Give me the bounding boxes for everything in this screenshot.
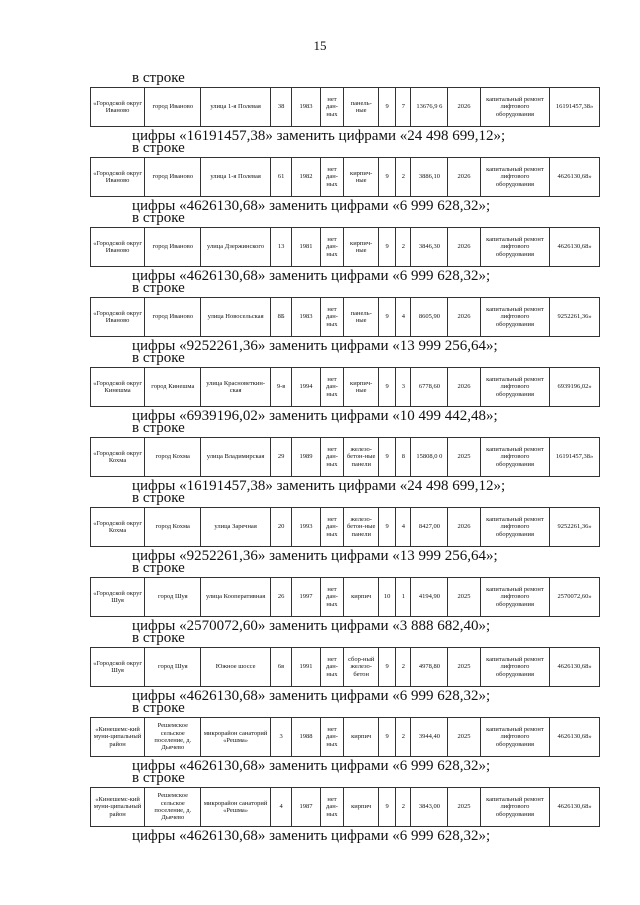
table-cell: капитальный ремонт лифтового оборудования <box>480 718 549 757</box>
table-cell: «Кинешемс-кий муни-ципальный район <box>91 718 145 757</box>
in-row-label: в строке <box>132 490 185 506</box>
table-cell: «Городской округ Иваново <box>91 228 145 267</box>
register-row-table <box>90 227 600 267</box>
table-cell: капитальный ремонт лифтового оборудования <box>480 228 549 267</box>
amendment-block <box>90 280 600 355</box>
table-row <box>91 788 600 827</box>
table-cell: нет дан-ных <box>320 578 344 617</box>
in-row-label: в строке <box>132 560 185 576</box>
page-number: 15 <box>313 38 327 53</box>
in-row-label: в строке <box>132 280 185 296</box>
table-cell: 29 <box>270 438 292 477</box>
table-cell: кирпич <box>344 788 379 827</box>
table-cell: 9 <box>379 368 396 407</box>
table-cell: «Городской округ Шуя <box>91 648 145 687</box>
register-row-table <box>90 297 600 337</box>
table-cell: кирпич <box>344 578 379 617</box>
table-cell: город Шуя <box>145 578 201 617</box>
table-cell: нет дан-ных <box>320 88 344 127</box>
table-row <box>91 718 600 757</box>
table-cell: 2025 <box>448 718 480 757</box>
in-row-label: в строке <box>132 350 185 366</box>
table-cell: улица Красноветкин-ская <box>201 368 270 407</box>
table-cell: 4978,80 <box>411 648 448 687</box>
table-cell: 2025 <box>448 578 480 617</box>
replacement-text: цифры «2570072,60» заменить цифрами «3 888 682,40»; <box>132 618 491 634</box>
table-cell: 4626130,68» <box>550 228 600 267</box>
table-cell: 2026 <box>448 158 480 197</box>
table-cell: 4626130,68» <box>550 158 600 197</box>
table-row <box>91 298 600 337</box>
table-cell: капитальный ремонт лифтового оборудования <box>480 368 549 407</box>
table-cell: «Городской округ Кинешма <box>91 368 145 407</box>
table-cell: «Городской округ Шуя <box>91 578 145 617</box>
amendment-block <box>90 490 600 565</box>
table-cell: 1982 <box>292 158 320 197</box>
table-cell: 8Б <box>270 298 292 337</box>
table-cell: 3 <box>270 718 292 757</box>
table-cell: 1 <box>396 578 411 617</box>
table-cell: 1991 <box>292 648 320 687</box>
table-cell: город Иваново <box>145 228 201 267</box>
in-row-label: в строке <box>132 700 185 716</box>
replacement-text: цифры «4626130,68» заменить цифрами «6 999 628,32»; <box>132 268 491 284</box>
table-cell: 2025 <box>448 438 480 477</box>
table-row <box>91 368 600 407</box>
table-cell: улица Кооперативная <box>201 578 270 617</box>
table-cell: 3846,30 <box>411 228 448 267</box>
table-cell: нет дан-ных <box>320 788 344 827</box>
table-cell: 6939196,02» <box>550 368 600 407</box>
table-cell: город Кохма <box>145 438 201 477</box>
in-row-label: в строке <box>132 140 185 156</box>
amendment-block <box>90 560 600 635</box>
register-row-table <box>90 157 600 197</box>
in-row-label: в строке <box>132 630 185 646</box>
table-cell: 9 <box>379 298 396 337</box>
table-row <box>91 508 600 547</box>
table-cell: капитальный ремонт лифтового оборудования <box>480 298 549 337</box>
replacement-text: цифры «4626130,68» заменить цифрами «6 999 628,32»; <box>132 758 491 774</box>
table-cell: 1983 <box>292 298 320 337</box>
table-cell: город Шуя <box>145 648 201 687</box>
replacement-text: цифры «16191457,38» заменить цифрами «24 498 699,12»; <box>132 478 506 494</box>
table-cell: 1983 <box>292 88 320 127</box>
table-cell: железо-бетон-ные панели <box>344 438 379 477</box>
table-cell: панель-ные <box>344 88 379 127</box>
table-cell: 3886,10 <box>411 158 448 197</box>
table-cell: 9 <box>379 508 396 547</box>
table-cell: нет дан-ных <box>320 508 344 547</box>
table-cell: микрорайон санаторий «Решма» <box>201 788 270 827</box>
table-cell: 2026 <box>448 508 480 547</box>
table-cell: город Кинешма <box>145 368 201 407</box>
table-cell: нет дан-ных <box>320 228 344 267</box>
table-cell: «Городской округ Кохма <box>91 438 145 477</box>
table-cell: 9 <box>379 228 396 267</box>
amendment-block <box>90 630 600 705</box>
table-row <box>91 648 600 687</box>
table-cell: 4 <box>396 508 411 547</box>
table-cell: сбор-ный железо-бетон <box>344 648 379 687</box>
table-cell: Решемское сельское поселение, д. Дьячево <box>145 718 201 757</box>
table-cell: 10 <box>379 578 396 617</box>
register-row-table <box>90 577 600 617</box>
table-cell: капитальный ремонт лифтового оборудования <box>480 578 549 617</box>
table-cell: нет дан-ных <box>320 648 344 687</box>
table-cell: нет дан-ных <box>320 368 344 407</box>
table-cell: 1993 <box>292 508 320 547</box>
table-cell: нет дан-ных <box>320 298 344 337</box>
table-cell: 26 <box>270 578 292 617</box>
table-cell: 16191457,38» <box>550 438 600 477</box>
table-cell: кирпич-ные <box>344 368 379 407</box>
register-row-table <box>90 647 600 687</box>
table-cell: микрорайон санаторий «Решма» <box>201 718 270 757</box>
table-cell: 2570072,60» <box>550 578 600 617</box>
table-cell: 4 <box>270 788 292 827</box>
table-cell: город Иваново <box>145 298 201 337</box>
register-row-table <box>90 787 600 827</box>
table-cell: нет дан-ных <box>320 718 344 757</box>
table-cell: 4626130,68» <box>550 788 600 827</box>
replacement-text: цифры «4626130,68» заменить цифрами «6 999 628,32»; <box>132 198 491 214</box>
table-cell: 3944,40 <box>411 718 448 757</box>
table-cell: 1997 <box>292 578 320 617</box>
table-cell: капитальный ремонт лифтового оборудования <box>480 508 549 547</box>
table-cell: кирпич-ные <box>344 158 379 197</box>
table-cell: 2026 <box>448 228 480 267</box>
table-cell: 1981 <box>292 228 320 267</box>
table-cell: 9 <box>379 88 396 127</box>
table-cell: 9 <box>379 788 396 827</box>
table-cell: 13676,9 6 <box>411 88 448 127</box>
amendment-block <box>90 700 600 775</box>
table-cell: капитальный ремонт лифтового оборудования <box>480 158 549 197</box>
table-cell: капитальный ремонт лифтового оборудования <box>480 788 549 827</box>
table-cell: 9252261,36» <box>550 298 600 337</box>
in-row-label: в строке <box>132 420 185 436</box>
table-row <box>91 158 600 197</box>
table-cell: «Кинешемс-кий муни-ципальный район <box>91 788 145 827</box>
table-cell: кирпич-ные <box>344 228 379 267</box>
table-cell: 1994 <box>292 368 320 407</box>
table-cell: 3843,00 <box>411 788 448 827</box>
table-cell: 4626130,68» <box>550 648 600 687</box>
table-cell: 9 <box>379 158 396 197</box>
table-cell: капитальный ремонт лифтового оборудования <box>480 648 549 687</box>
table-cell: 2 <box>396 788 411 827</box>
replacement-text: цифры «4626130,68» заменить цифрами «6 999 628,32»; <box>132 688 491 704</box>
table-cell: 2 <box>396 228 411 267</box>
register-row-table <box>90 717 600 757</box>
table-cell: улица Новосельская <box>201 298 270 337</box>
table-cell: 8 <box>396 438 411 477</box>
table-cell: 7 <box>396 88 411 127</box>
table-cell: 20 <box>270 508 292 547</box>
table-cell: 9252261,36» <box>550 508 600 547</box>
table-cell: 15808,0 0 <box>411 438 448 477</box>
replacement-text: цифры «6939196,02» заменить цифрами «10 499 442,48»; <box>132 408 498 424</box>
table-cell: 2026 <box>448 298 480 337</box>
table-cell: 2 <box>396 158 411 197</box>
table-cell: 16191457,38» <box>550 88 600 127</box>
table-cell: 6в <box>270 648 292 687</box>
table-cell: 13 <box>270 228 292 267</box>
replacement-text: цифры «9252261,36» заменить цифрами «13 999 256,64»; <box>132 338 498 354</box>
table-row <box>91 228 600 267</box>
amendment-block <box>90 420 600 495</box>
table-cell: 2025 <box>448 788 480 827</box>
amendment-block <box>90 140 600 215</box>
table-cell: 38 <box>270 88 292 127</box>
table-cell: 1987 <box>292 788 320 827</box>
replacement-text: цифры «16191457,38» заменить цифрами «24 498 699,12»; <box>132 128 506 144</box>
replacement-text: цифры «4626130,68» заменить цифрами «6 999 628,32»; <box>132 828 491 844</box>
table-cell: нет дан-ных <box>320 438 344 477</box>
table-row <box>91 438 600 477</box>
in-row-label: в строке <box>132 210 185 226</box>
table-row <box>91 578 600 617</box>
in-row-label: в строке <box>132 770 185 786</box>
table-row <box>91 88 600 127</box>
table-cell: город Кохма <box>145 508 201 547</box>
table-cell: улица Заречная <box>201 508 270 547</box>
amendment-block <box>90 350 600 425</box>
table-cell: 9-в <box>270 368 292 407</box>
table-cell: улица 1-я Полевая <box>201 158 270 197</box>
table-cell: город Иваново <box>145 88 201 127</box>
table-cell: 2026 <box>448 88 480 127</box>
table-cell: кирпич <box>344 718 379 757</box>
table-cell: 9 <box>379 438 396 477</box>
table-cell: капитальный ремонт лифтового оборудования <box>480 88 549 127</box>
table-cell: панель-ные <box>344 298 379 337</box>
table-cell: 2026 <box>448 368 480 407</box>
table-cell: 2025 <box>448 648 480 687</box>
register-row-table <box>90 437 600 477</box>
table-cell: город Иваново <box>145 158 201 197</box>
replacement-text: цифры «9252261,36» заменить цифрами «13 999 256,64»; <box>132 548 498 564</box>
table-cell: 4 <box>396 298 411 337</box>
table-cell: «Городской округ Иваново <box>91 298 145 337</box>
table-cell: нет дан-ных <box>320 158 344 197</box>
table-cell: 1989 <box>292 438 320 477</box>
register-row-table <box>90 507 600 547</box>
table-cell: 2 <box>396 718 411 757</box>
table-cell: 1988 <box>292 718 320 757</box>
table-cell: капитальный ремонт лифтового оборудования <box>480 438 549 477</box>
table-cell: 3 <box>396 368 411 407</box>
table-cell: 9 <box>379 648 396 687</box>
table-cell: 61 <box>270 158 292 197</box>
table-cell: 8605,90 <box>411 298 448 337</box>
table-cell: «Городской округ Кохма <box>91 508 145 547</box>
table-cell: «Городской округ Иваново <box>91 158 145 197</box>
table-cell: улица 1-я Полевая <box>201 88 270 127</box>
table-cell: 6778,60 <box>411 368 448 407</box>
table-cell: 4194,90 <box>411 578 448 617</box>
table-cell: Южное шоссе <box>201 648 270 687</box>
table-cell: 8427,00 <box>411 508 448 547</box>
table-cell: 4626130,68» <box>550 718 600 757</box>
table-cell: улица Владимирская <box>201 438 270 477</box>
table-cell: 2 <box>396 648 411 687</box>
table-cell: железо-бетон-ные панели <box>344 508 379 547</box>
amendment-block <box>90 210 600 285</box>
register-row-table <box>90 367 600 407</box>
amendment-block <box>90 770 600 845</box>
table-cell: Решемское сельское поселение, д. Дьячево <box>145 788 201 827</box>
amendment-block <box>90 70 600 145</box>
in-row-label: в строке <box>132 70 185 86</box>
table-cell: 9 <box>379 718 396 757</box>
table-cell: улица Дзержинского <box>201 228 270 267</box>
register-row-table <box>90 87 600 127</box>
table-cell: «Городской округ Иваново <box>91 88 145 127</box>
